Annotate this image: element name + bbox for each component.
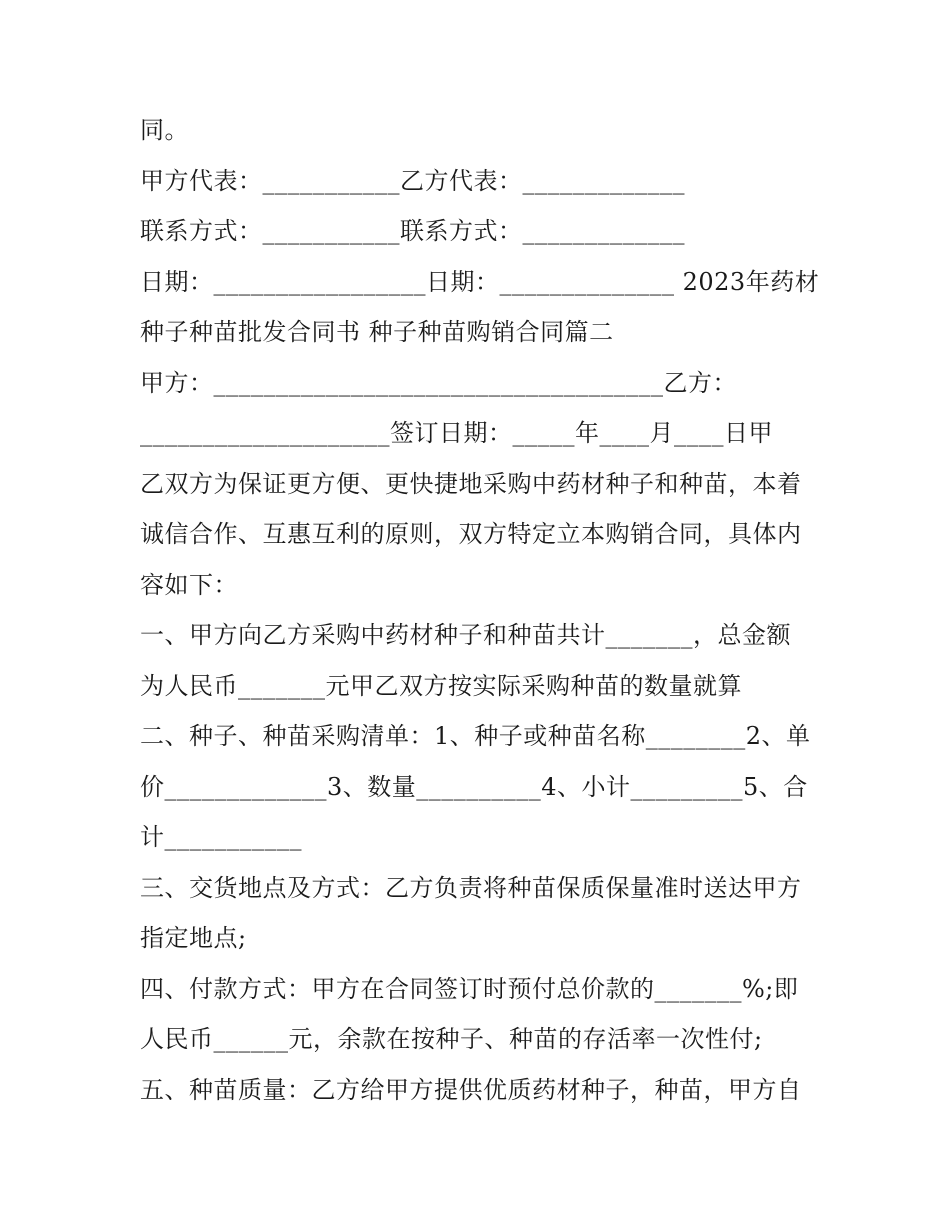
text-line-1: 同。 [140, 116, 189, 144]
text-line-20: 五、种苗质量：乙方给甲方提供优质药材种子，种苗，甲方自 [140, 1076, 802, 1104]
text-line-10: 容如下： [140, 571, 238, 599]
text-line-19: 人民币______元，余款在按种子、种苗的存活率一次性付; [140, 1025, 763, 1053]
text-line-7: ____________________签订日期：_____年____月____日甲 [140, 419, 773, 447]
text-line-14: 价_____________3、数量__________4、小计_________5、合 [140, 773, 808, 801]
text-line-6: 甲方：____________________________________乙方： [140, 369, 737, 397]
text-line-17: 指定地点; [140, 924, 247, 952]
text-line-8: 乙双方为保证更方便、更快捷地采购中药材种子和种苗，本着 [140, 470, 802, 498]
text-line-2: 甲方代表：___________乙方代表：_____________ [140, 167, 685, 195]
text-line-18: 四、付款方式：甲方在合同签订时预付总价款的_______%;即 [140, 975, 799, 1003]
text-line-11: 一、甲方向乙方采购中药材种子和种苗共计_______，总金额 [140, 621, 791, 649]
text-line-5: 种子种苗批发合同书 种子种苗购销合同篇二 [140, 318, 614, 346]
text-line-4: 日期：_________________日期：______________ 2023年药材 [140, 268, 820, 296]
text-line-3: 联系方式：___________联系方式：_____________ [140, 217, 685, 245]
text-line-13: 二、种子、种苗采购清单：1、种子或种苗名称________2、单 [140, 722, 811, 750]
text-line-16: 三、交货地点及方式：乙方负责将种苗保质保量准时送达甲方 [140, 874, 802, 902]
text-line-9: 诚信合作、互惠互利的原则，双方特定立本购销合同，具体内 [140, 520, 802, 548]
text-line-15: 计___________ [140, 823, 302, 851]
text-line-12: 为人民币_______元甲乙双方按实际采购种苗的数量就算 [140, 672, 742, 700]
